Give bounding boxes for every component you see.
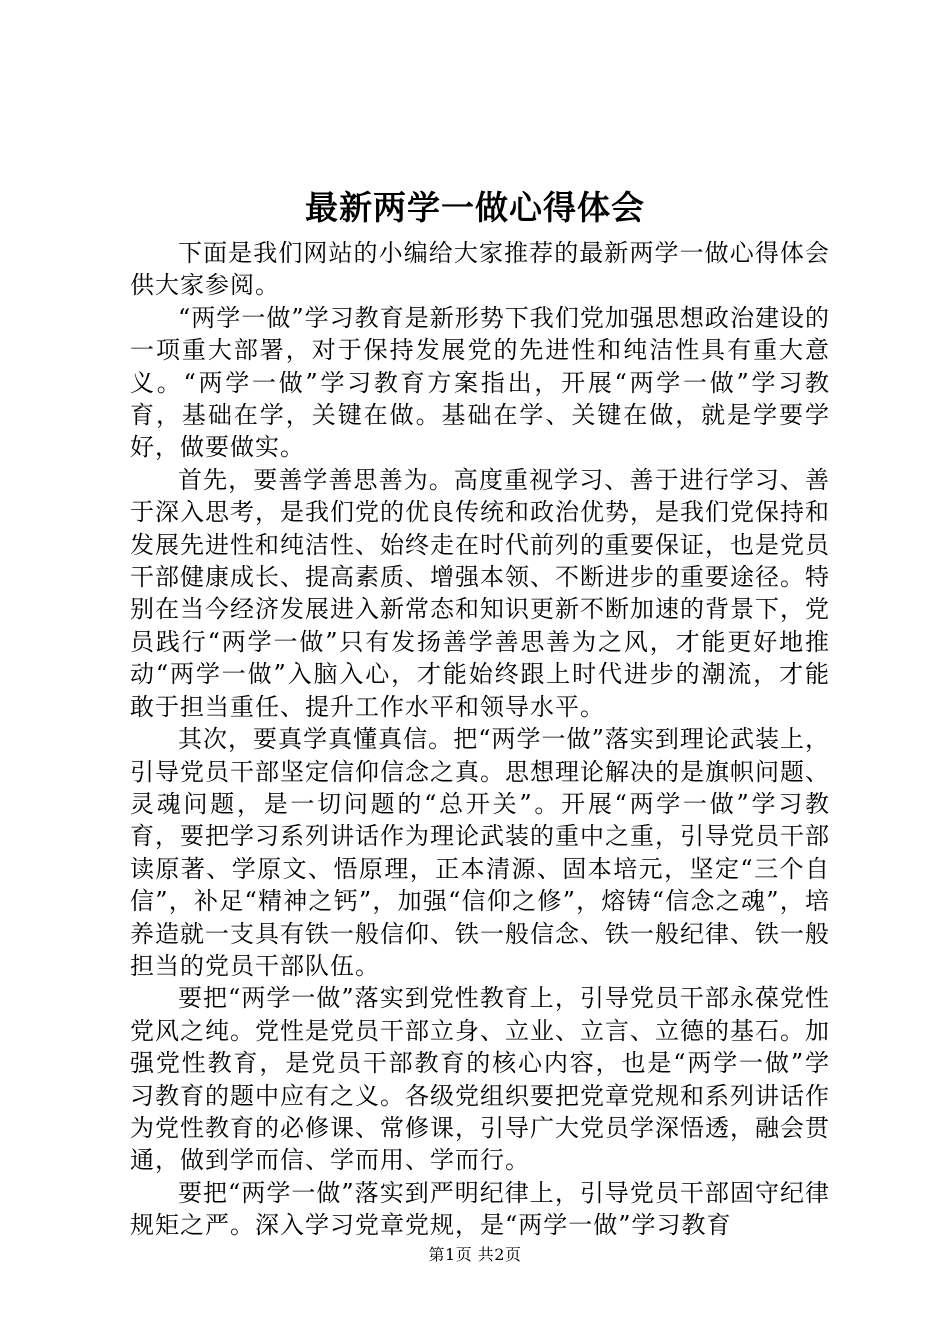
- document-body: [130, 237, 830, 1242]
- paragraph-intro: 下面是我们网站的小编给大家推荐的最新两学一做心得体会供大家参阅。: [130, 239, 830, 300]
- paragraph-first-point: 首先，要善学善思善为。高度重视学习、善于进行学习、善于深入思考，是我们党的优良传统和政治优势，是我们党保持和发展先进性和纯洁性、始终走在时代前列的重要保证，也是党员干部健康成长、提高素质、增强本领、不断进步的重要途径。特别在当今经济发展进入新常态和知识更新不断加速的背景下，党员践行“两学一做”只有发扬善学善思善为之风，才能更好地推动“两学一做”入脑入心，才能始终跟上时代进步的潮流，才能敢于担当重任、提升工作水平和领导水平。: [130, 465, 830, 721]
- document-title: 最新两学一做心得体会: [305, 188, 645, 227]
- paragraph-party-spirit: 要把“两学一做”落实到党性教育上，引导党员干部永葆党性党风之纯。党性是党员干部立身、立业、立言、立德的基石。加强党性教育，是党员干部教育的核心内容，也是“两学一做”学习教育的题中应有之义。各级党组织要把党章党规和系列讲话作为党性教育的必修课、常修课，引导广大党员学深悟透，融会贯通，做到学而信、学而用、学而行。: [130, 984, 830, 1175]
- paragraph-overview: “两学一做”学习教育是新形势下我们党加强思想政治建设的一项重大部署，对于保持发展党的先进性和纯洁性具有重大意义。“两学一做”学习教育方案指出，开展“两学一做”学习教育，基础在学，关键在做。基础在学、关键在做，就是学要学好，做要做实。: [130, 303, 830, 462]
- paragraph-discipline: 要把“两学一做”落实到严明纪律上，引导党员干部固守纪律规矩之严。深入学习党章党规，是“两学一做”学习教育: [130, 1178, 830, 1240]
- page-number-footer: 第1页 共2页: [428, 1245, 522, 1264]
- paragraph-second-point: 其次，要真学真懂真信。把“两学一做”落实到理论武装上，引导党员干部坚定信仰信念之真。思想理论解决的是旗帜问题、灵魂问题，是一切问题的“总开关”。开展“两学一做”学习教育，要把学习系列讲话作为理论武装的重中之重，引导党员干部读原著、学原文、悟原理，正本清源、固本培元，坚定“三个自信”，补足“精神之钙”，加强“信仰之修”，熔铸“信念之魂”，培养造就一支具有铁一般信仰、铁一般信念、铁一般纪律、铁一般担当的党员干部队伍。: [130, 725, 830, 980]
